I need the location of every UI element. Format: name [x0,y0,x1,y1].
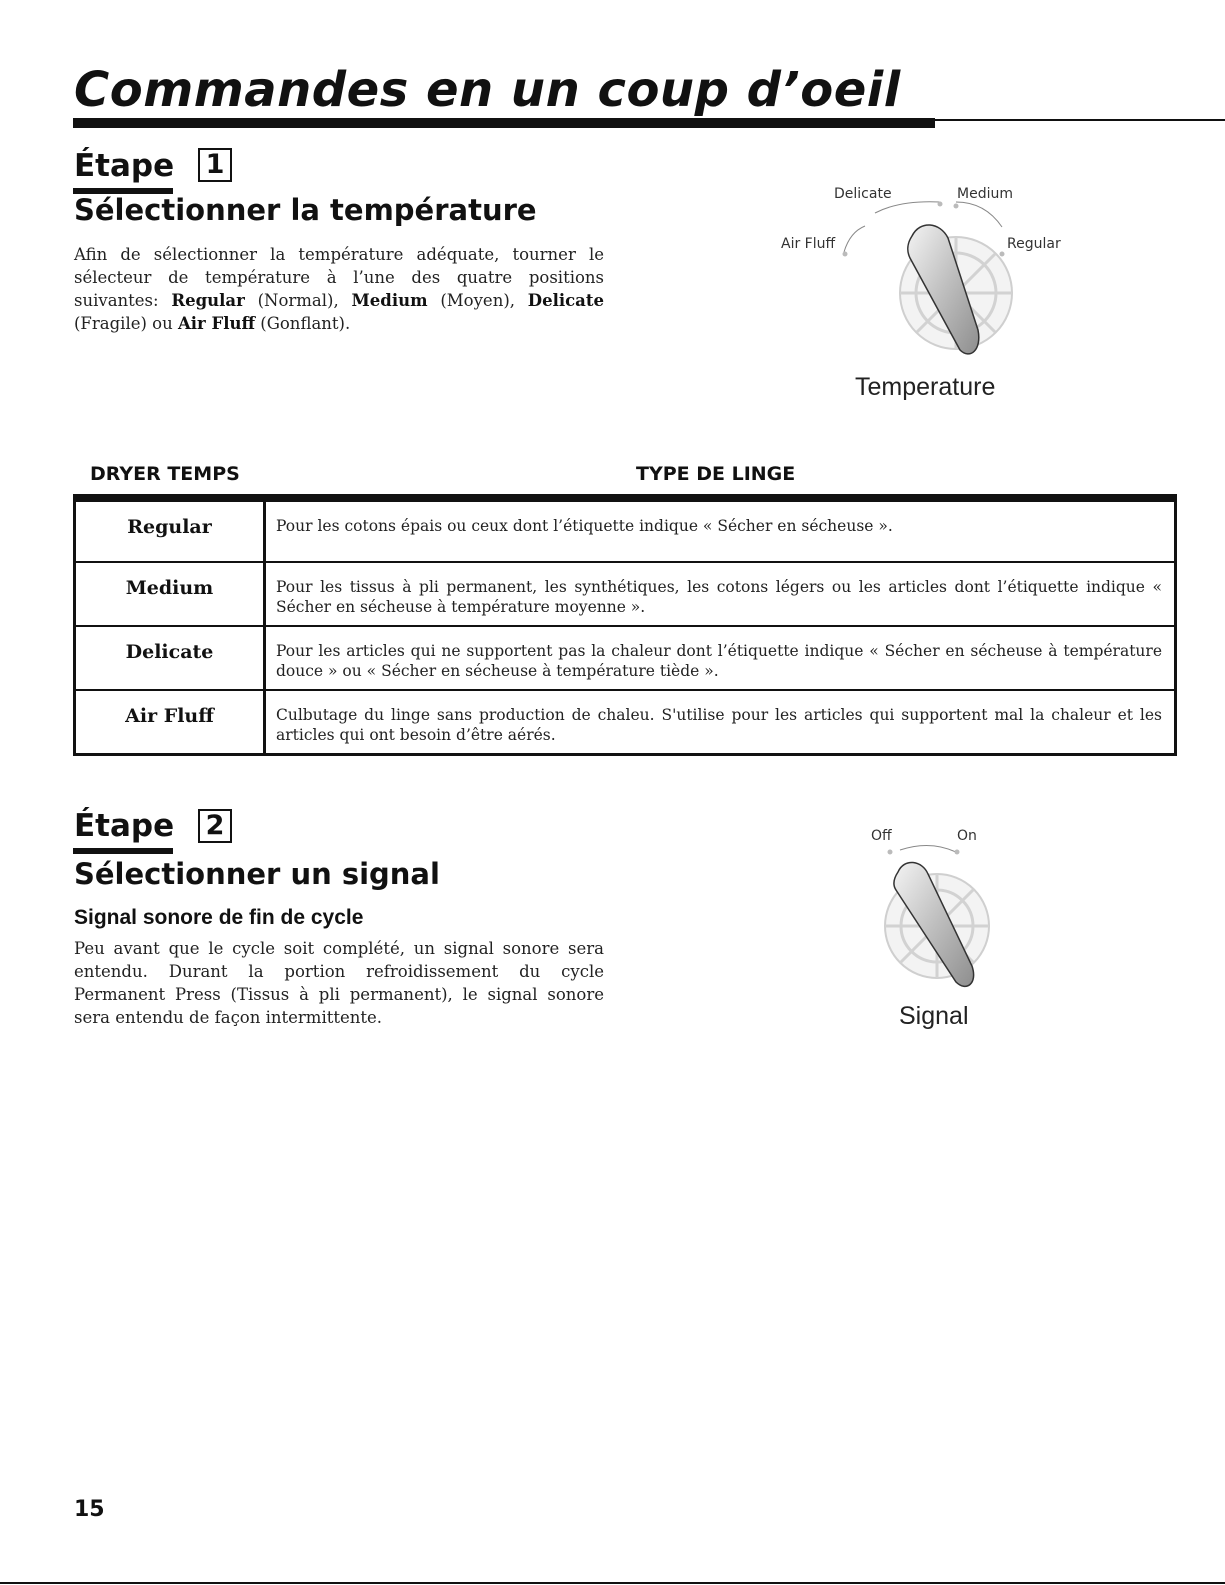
table-row [75,562,1176,626]
dial-label-air-fluff: Air Fluff [781,236,836,252]
step1-body-bold-term: Air Fluff [177,314,256,333]
dryer-temps-table [73,494,1177,756]
table-header-dryer-temps: DRYER TEMPS [90,463,240,485]
dial-label-regular: Regular [1007,236,1061,252]
step2-label: Étape [74,808,175,844]
step1-body-bold-term: Regular [171,291,245,310]
step1-body-text: Afin de sélectionner la température adéquate, tourner le sélecteur de température à l’une des quatre positions suivantes: [74,245,604,310]
step1-body-text: (Normal), [244,291,352,310]
table-cell-setting: Delicate [75,626,265,690]
step2-number-box: 2 [198,809,232,843]
dial-label-on: On [957,828,977,844]
dial-label-off: Off [871,828,892,844]
step1-body-text: (Fragile) ou [74,314,178,333]
title-rule-thin [935,119,1225,121]
temperature-dial-caption: Temperature [855,373,996,401]
table-row [75,498,1176,562]
table-cell-description: Pour les cotons épais ou ceux dont l’étiquette indique « Sécher en sécheuse ». [265,498,1176,562]
step1-heading: Sélectionner la température [74,193,537,227]
table-cell-setting: Regular [75,498,265,562]
step2-underline [73,848,173,854]
table-cell-description: Pour les articles qui ne supportent pas la chaleur dont l’étiquette indique « Sécher en sécheuse à température douce » ou « Sécher en sécheuse à température tiède ». [265,626,1176,690]
step1-body-bold-term: Medium [351,291,428,310]
step1-body-text: (Gonflant). [255,314,351,333]
step1-body [74,243,604,335]
title-rule [73,118,935,128]
step2-subheading: Signal sonore de fin de cycle [74,906,364,929]
signal-dial-caption: Signal [899,1002,969,1030]
step1-body-bold-term: Delicate [527,291,604,310]
step1-body-text: (Moyen), [427,291,528,310]
table-row [75,690,1176,755]
page-title: Commandes en un coup d’oeil [74,62,901,118]
step2-heading: Sélectionner un signal [74,857,440,891]
table-cell-description: Culbutage du linge sans production de chaleu. S'utilise pour les articles qui supportent mal la chaleur et les articles qui ont besoin d’être aérés. [265,690,1176,755]
signal-dial-icon [860,840,1010,1000]
dial-label-medium: Medium [957,186,1013,202]
table-cell-description: Pour les tissus à pli permanent, les synthétiques, les cotons légers ou les articles dont l’étiquette indique « Sécher en sécheuse à température moyenne ». [265,562,1176,626]
step2-body: Peu avant que le cycle soit complété, un signal sonore sera entendu. Durant la portion refroidissement du cycle Permanent Press (Tissus à pli permanent), le signal sonore sera entendu de façon intermittente. [74,939,604,1027]
table-cell-setting: Air Fluff [75,690,265,755]
table-header-type-de-linge: TYPE DE LINGE [636,463,796,485]
table-cell-setting: Medium [75,562,265,626]
bottom-rule [0,1582,1225,1584]
step1-number-box: 1 [198,148,232,182]
page-number: 15 [74,1497,105,1522]
dial-label-delicate: Delicate [834,186,892,202]
table-row [75,626,1176,690]
temperature-dial-icon [780,180,1080,360]
step1-label: Étape [74,148,175,184]
